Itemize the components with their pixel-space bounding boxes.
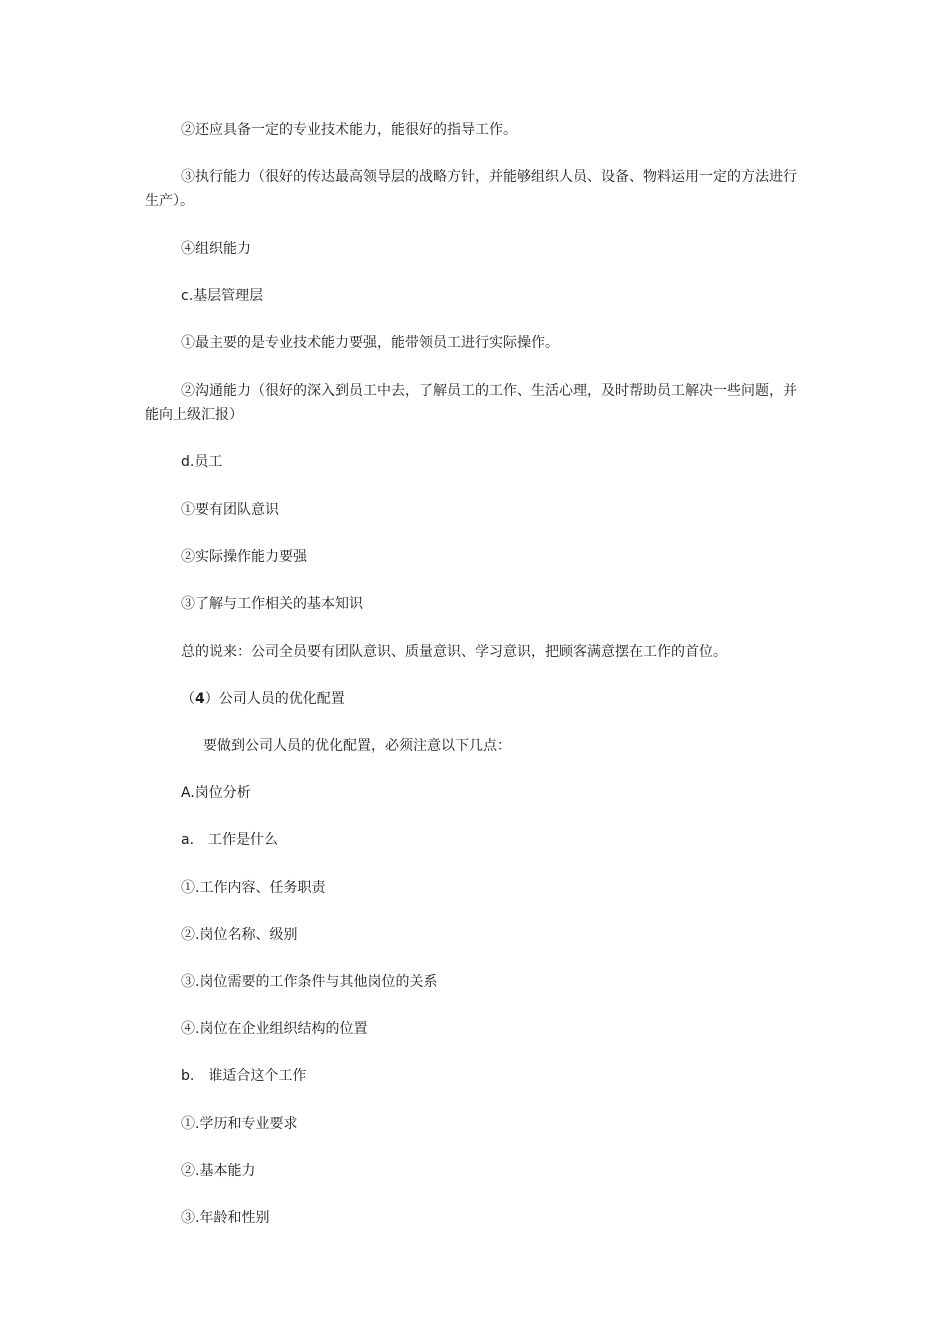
list-item [181,926,297,944]
line-text: ③.岗位需要的工作条件与其他岗位的关系 [181,974,438,990]
line-text: ①.学历和专业要求 [181,1116,298,1132]
list-prefix: c. [181,288,194,304]
line-text: ③.年龄和性别 [181,1210,270,1226]
paragraph-line [181,595,363,613]
paragraph-wrapped [145,165,810,213]
section-heading [181,784,251,802]
section-heading [181,690,345,708]
line-text: ④组织能力 [181,241,251,257]
line-text: 总的说来：公司全员要有团队意识、质量意识、学习意识，把顾客满意摆在工作的首位。 [181,644,727,660]
list-prefix: d. [181,454,195,470]
line-text: ②实际操作能力要强 [181,549,307,565]
line-text: ③执行能力（很好的传达最高领导层的战略方针，并能够组织人员、设备、物料运用一定的方法进行生产）。 [145,169,797,209]
sub-heading [181,831,278,849]
line-text: ②.基本能力 [181,1163,256,1179]
list-item [181,1115,297,1133]
list-item [181,1162,255,1180]
line-text: ②沟通能力（很好的深入到员工中去，了解员工的工作、生活心理，及时帮助员工解决一些问题，并能向上级汇报） [145,383,797,423]
line-text: ②还应具备一定的专业技术能力，能很好的指导工作。 [181,122,517,138]
line-text: ①最主要的是专业技术能力要强，能带领员工进行实际操作。 [181,335,559,351]
line-text: 工作是什么 [208,832,279,848]
list-prefix: A. [181,785,195,801]
list-prefix: a. [181,832,195,848]
line-text: ②.岗位名称、级别 [181,927,298,943]
line-text: ①要有团队意识 [181,502,279,518]
paragraph-wrapped [145,379,810,427]
section-heading [181,453,222,471]
line-text: ④.岗位在企业组织结构的位置 [181,1021,368,1037]
paragraph-line [181,334,559,352]
section-number: 4 [195,691,205,707]
list-item [181,1209,269,1227]
section-heading [181,287,263,305]
line-text: 基层管理层 [193,288,264,304]
line-text: ①.工作内容、任务职责 [181,880,326,896]
list-item [181,973,437,991]
line-text: 要做到公司人员的优化配置，必须注意以下几点： [203,738,511,754]
summary-line [181,643,727,661]
list-prefix: b. [181,1068,195,1084]
line-text: 谁适合这个工作 [208,1068,307,1084]
line-text: ③了解与工作相关的基本知识 [181,596,363,612]
line-text: 岗位分析 [194,785,251,801]
list-item [181,1020,367,1038]
line-text: 员工 [194,454,223,470]
paragraph-line [181,240,251,258]
paragraph-line [181,121,517,139]
paragraph-line [203,737,511,755]
paren-open: （ [181,691,195,707]
sub-heading [181,1067,306,1085]
list-item [181,879,325,897]
paragraph-line [181,501,279,519]
paragraph-line [181,548,307,566]
line-text: ）公司人员的优化配置 [204,691,345,707]
